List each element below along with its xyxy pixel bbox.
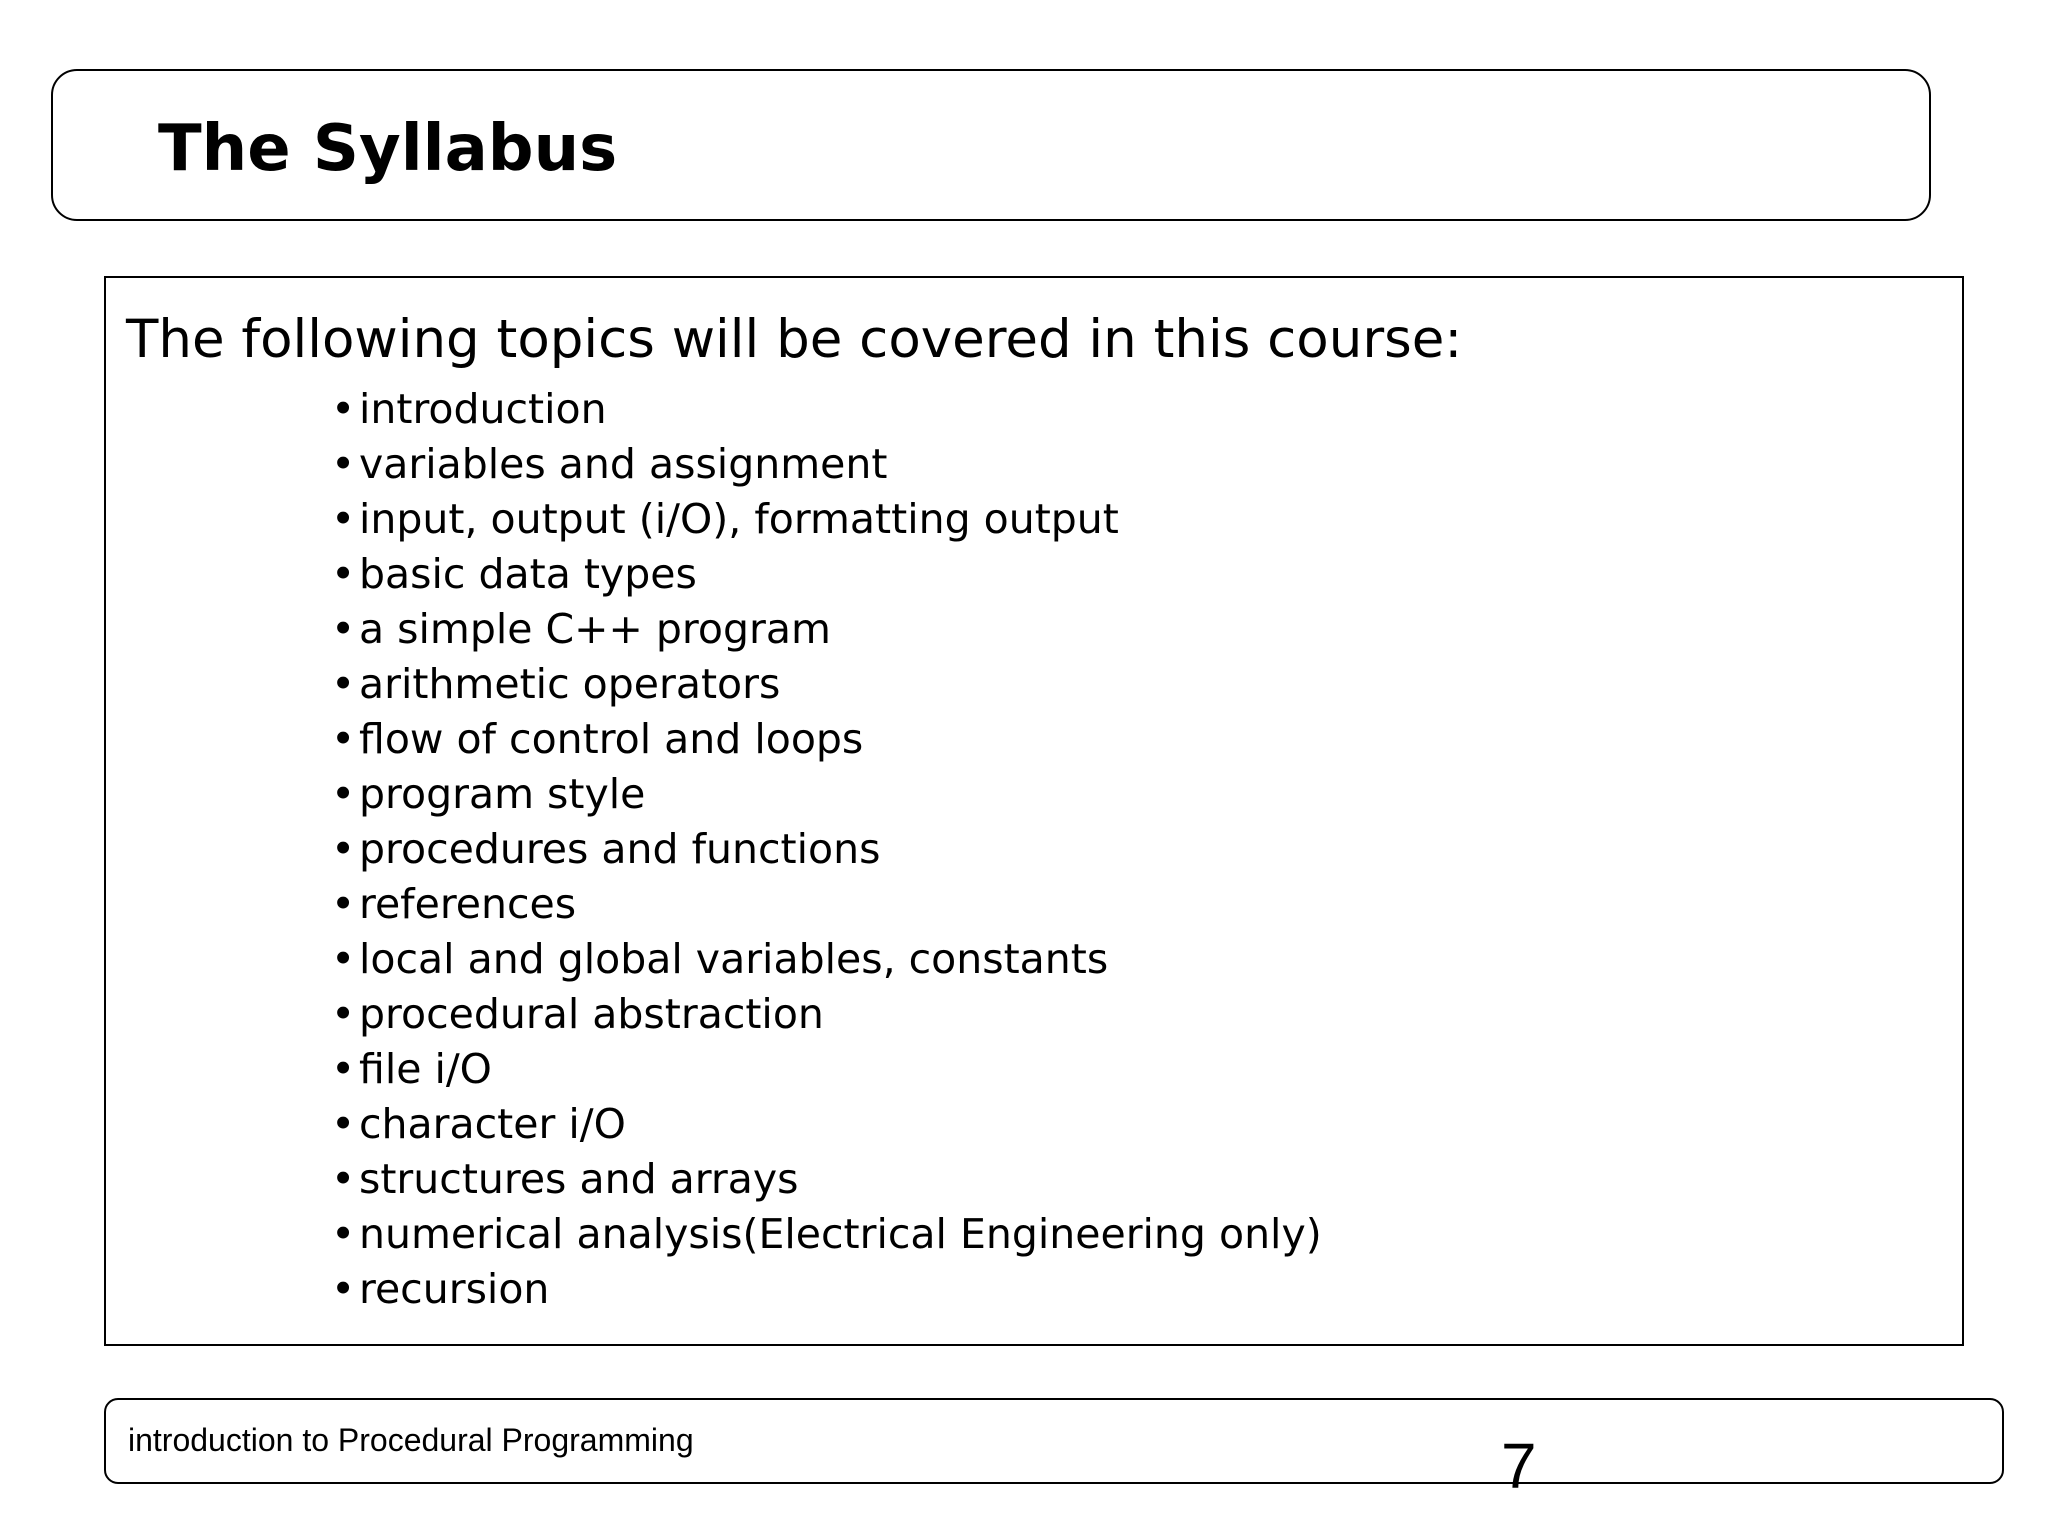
content-box <box>104 276 1964 1346</box>
topic-label: flow of control and loops <box>359 715 864 763</box>
topic-item <box>331 1262 1322 1317</box>
footer-box <box>104 1398 2004 1502</box>
bullet-icon: • <box>331 1155 356 1203</box>
topic-item <box>331 932 1322 987</box>
slide-title: The Syllabus <box>158 112 618 186</box>
bullet-icon: • <box>331 1100 356 1148</box>
topic-item <box>331 657 1322 712</box>
topic-item <box>331 1097 1322 1152</box>
topic-label: input, output (i/O), formatting output <box>359 495 1119 543</box>
bullet-icon: • <box>331 715 356 763</box>
bullet-icon: • <box>331 1210 356 1258</box>
topic-label: program style <box>359 770 646 818</box>
bullet-icon: • <box>331 605 356 653</box>
topic-label: procedural abstraction <box>359 990 824 1038</box>
topic-item <box>331 822 1322 877</box>
bullet-icon: • <box>331 770 356 818</box>
topic-label: character i/O <box>359 1100 626 1148</box>
bullet-icon: • <box>331 385 356 433</box>
bullet-icon: • <box>331 825 356 873</box>
topic-item <box>331 1152 1322 1207</box>
topic-label: recursion <box>359 1265 550 1313</box>
topic-item <box>331 382 1322 437</box>
topic-label: file i/O <box>359 1045 492 1093</box>
topic-item <box>331 877 1322 932</box>
topic-label: introduction <box>359 385 607 433</box>
topic-item <box>331 492 1322 547</box>
topic-label: references <box>359 880 577 928</box>
topic-list <box>331 382 1322 1317</box>
topic-label: numerical analysis(Electrical Engineering only) <box>359 1210 1322 1258</box>
bullet-icon: • <box>331 1265 356 1313</box>
bullet-icon: • <box>331 1045 356 1093</box>
topic-item <box>331 1207 1322 1262</box>
title-box <box>51 69 1931 221</box>
bullet-icon: • <box>331 495 356 543</box>
topic-item <box>331 767 1322 822</box>
footer-course-name: introduction to Procedural Programming <box>128 1422 694 1458</box>
bullet-icon: • <box>331 440 356 488</box>
bullet-icon: • <box>331 935 356 983</box>
bullet-icon: • <box>331 550 356 598</box>
topic-label: variables and assignment <box>359 440 888 488</box>
topic-item <box>331 437 1322 492</box>
topic-label: local and global variables, constants <box>359 935 1109 983</box>
topic-item <box>331 602 1322 657</box>
bullet-icon: • <box>331 660 356 708</box>
page-number: 7 <box>1501 1430 1537 1502</box>
topic-item <box>331 712 1322 767</box>
topic-label: basic data types <box>359 550 697 598</box>
intro-text: The following topics will be covered in this course: <box>126 309 1463 370</box>
bullet-icon: • <box>331 880 356 928</box>
topic-item <box>331 547 1322 602</box>
topic-label: structures and arrays <box>359 1155 799 1203</box>
topic-item <box>331 987 1322 1042</box>
topic-label: a simple C++ program <box>359 605 831 653</box>
bullet-icon: • <box>331 990 356 1038</box>
topic-label: procedures and functions <box>359 825 881 873</box>
topic-item <box>331 1042 1322 1097</box>
topic-label: arithmetic operators <box>359 660 781 708</box>
